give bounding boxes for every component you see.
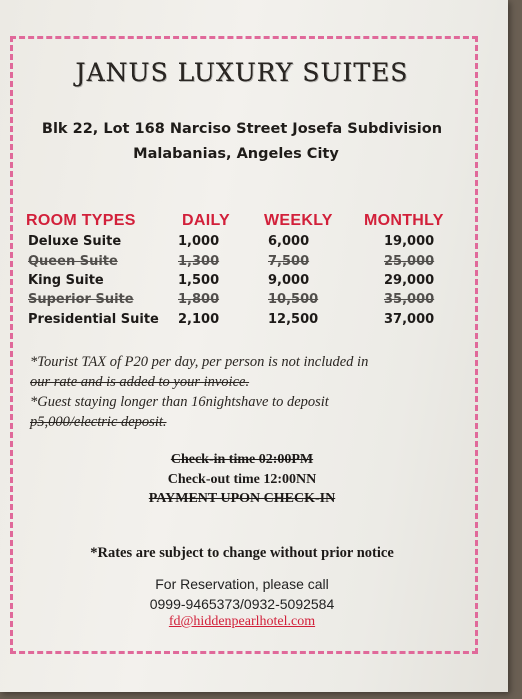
address-line-1: Blk 22, Lot 168 Narciso Street Josefa Subdivision <box>41 121 443 137</box>
checkin-time: Check-in time 02:00PM <box>170 452 314 467</box>
header-room-types: ROOM TYPES <box>26 212 136 229</box>
daily-rate: 1,000 <box>178 234 220 249</box>
checkout-time: Check-out time 12:00NN <box>167 472 317 487</box>
monthly-rate: 35,000 <box>384 292 435 307</box>
reservation-phones: 0999-9465373/0932-5092584 <box>149 596 335 612</box>
header-weekly: WEEKLY <box>264 212 333 229</box>
tax-note-line-2: our rate and is added to your invoice. <box>30 374 250 390</box>
payment-notice: PAYMENT UPON CHECK-IN <box>148 491 336 506</box>
table-row <box>0 273 484 293</box>
daily-rate: 1,800 <box>178 292 220 307</box>
weekly-rate: 12,500 <box>268 312 319 327</box>
room-name: Superior Suite <box>28 292 134 307</box>
reservation-email-link[interactable]: fd@hiddenpearlhotel.com <box>168 614 316 629</box>
monthly-rate: 37,000 <box>384 312 435 327</box>
table-row <box>0 312 484 332</box>
monthly-rate: 19,000 <box>384 234 435 249</box>
weekly-rate: 10,500 <box>268 292 319 307</box>
reservation-label: For Reservation, please call <box>155 576 329 592</box>
table-row <box>0 254 484 274</box>
weekly-rate: 9,000 <box>268 273 310 288</box>
page-title: JANUS LUXURY SUITES <box>75 58 409 87</box>
monthly-rate: 25,000 <box>384 254 435 269</box>
tax-note <box>30 352 470 432</box>
weekly-rate: 7,500 <box>268 254 310 269</box>
monthly-rate: 29,000 <box>384 273 435 288</box>
room-name: King Suite <box>28 273 104 288</box>
header-daily: DAILY <box>182 212 231 229</box>
deposit-note-line-1: *Guest staying longer than 16nightshave to deposit <box>30 394 329 410</box>
room-name: Queen Suite <box>28 254 118 269</box>
rates-notice: *Rates are subject to change without prior notice <box>90 545 394 561</box>
weekly-rate: 6,000 <box>268 234 310 249</box>
daily-rate: 1,500 <box>178 273 220 288</box>
address-line-2: Malabanias, Angeles City <box>133 146 339 162</box>
tax-note-line-1: *Tourist TAX of P20 per day, per person is not included in <box>30 354 369 370</box>
table-row <box>0 292 484 312</box>
daily-rate: 1,300 <box>178 254 220 269</box>
room-name: Deluxe Suite <box>28 234 122 249</box>
room-name: Presidential Suite <box>28 312 159 327</box>
deposit-note-line-2: p5,000/electric deposit. <box>30 414 167 430</box>
daily-rate: 2,100 <box>178 312 220 327</box>
table-row <box>0 234 484 254</box>
header-monthly: MONTHLY <box>364 212 444 229</box>
